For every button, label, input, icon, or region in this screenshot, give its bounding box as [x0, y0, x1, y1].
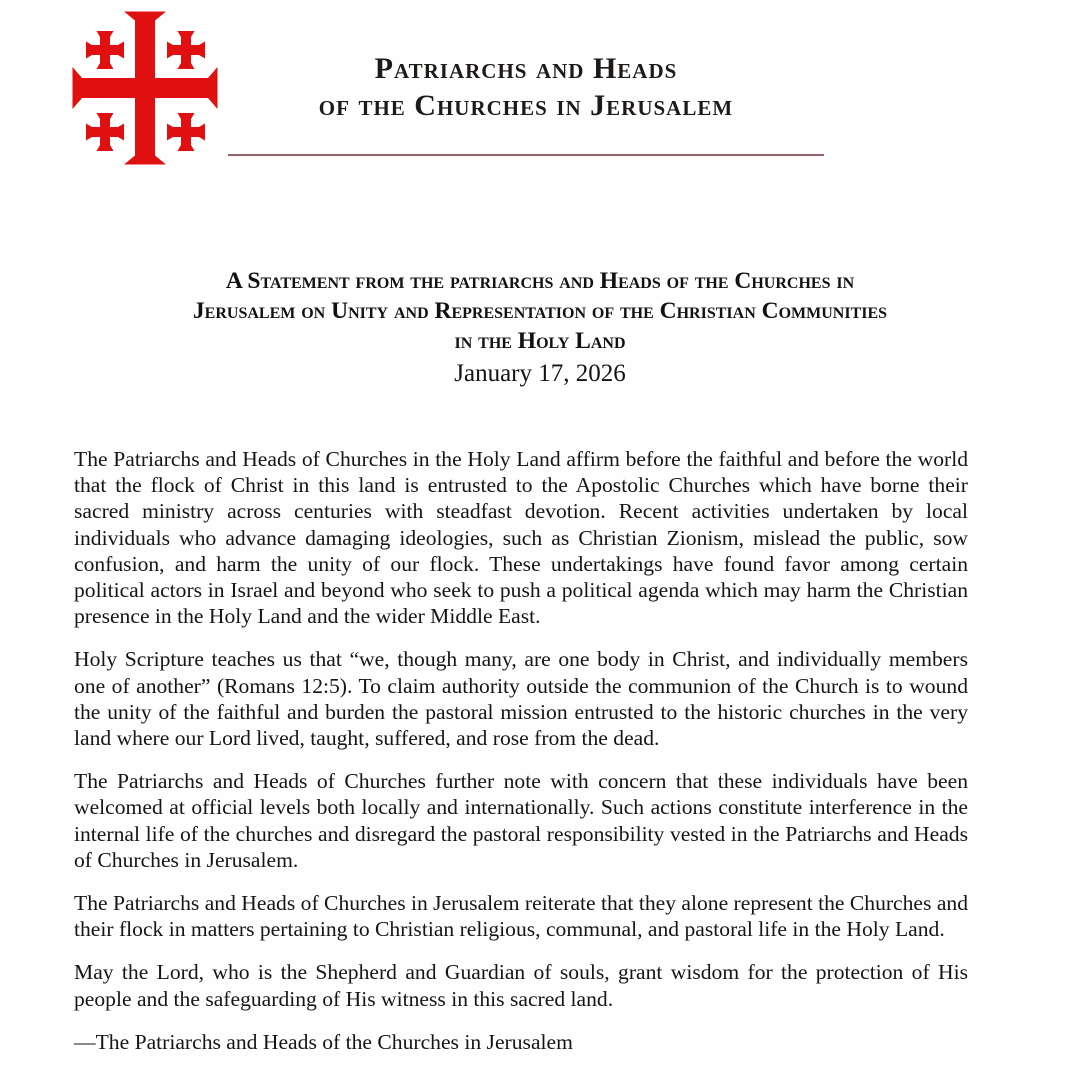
title-line-3: in the Holy Land [454, 328, 626, 354]
letterhead-title [228, 50, 824, 156]
title-line-2: Jerusalem on Unity and Representation of the Christian Communities [192, 298, 888, 324]
paragraph-1: The Patriarchs and Heads of Churches in the Holy Land affirm before the faithful and before the world that the flock of Christ in this land is entrusted to the Apostolic Churches which have borne their sacred ministry across centuries with steadfast devotion. Recent activities undertaken by local individuals who advance damaging ideologies, such as Christian Zionism, mislead the public, sow confusion, and harm the unity of our flock. These undertakings have found favor among certain political actors in Israel and beyond who seek to push a political agenda which may harm the Christian presence in the Holy Land and the wider Middle East. [74, 447, 968, 629]
statement-date: January 17, 2026 [454, 360, 626, 387]
paragraph-5: May the Lord, who is the Shepherd and Guardian of souls, grant wisdom for the protection of His people and the safeguarding of His witness in this sacred land. [74, 960, 968, 1011]
org-name-line-1: Patriarchs and Heads [374, 52, 678, 85]
paragraph-3: The Patriarchs and Heads of Churches further note with concern that these individuals have been welcomed at official levels both locally and internationally. Such actions constitute interference in the internal life of the churches and disregard the pastoral responsibility vested in the Patriarchs and Heads of Churches in Jerusalem. [74, 769, 968, 872]
title-line-1: A Statement from the patriarchs and Heads of the Churches in [225, 268, 855, 294]
paragraph-4: The Patriarchs and Heads of Churches in Jerusalem reiterate that they alone represent the Churches and their flock in matters pertaining to Christian religious, communal, and pastoral life in the Holy Land. [74, 891, 969, 942]
org-name-line-2: of the Churches in Jerusalem [318, 89, 734, 122]
statement-body [74, 446, 968, 1055]
statement-title [0, 266, 1080, 390]
jerusalem-cross-icon [72, 10, 220, 168]
letterhead [0, 0, 1080, 168]
paragraph-2: Holy Scripture teaches us that “we, though many, are one body in Christ, and individually members one of another” (Romans 12:5). To claim authority outside the communion of the Church is to wound the unity of the faithful and burden the pastoral mission entrusted to the historic churches in the very land where our Lord lived, taught, suffered, and rose from the dead. [74, 647, 968, 751]
signature-line: —The Patriarchs and Heads of the Churches in Jerusalem [74, 1029, 573, 1054]
